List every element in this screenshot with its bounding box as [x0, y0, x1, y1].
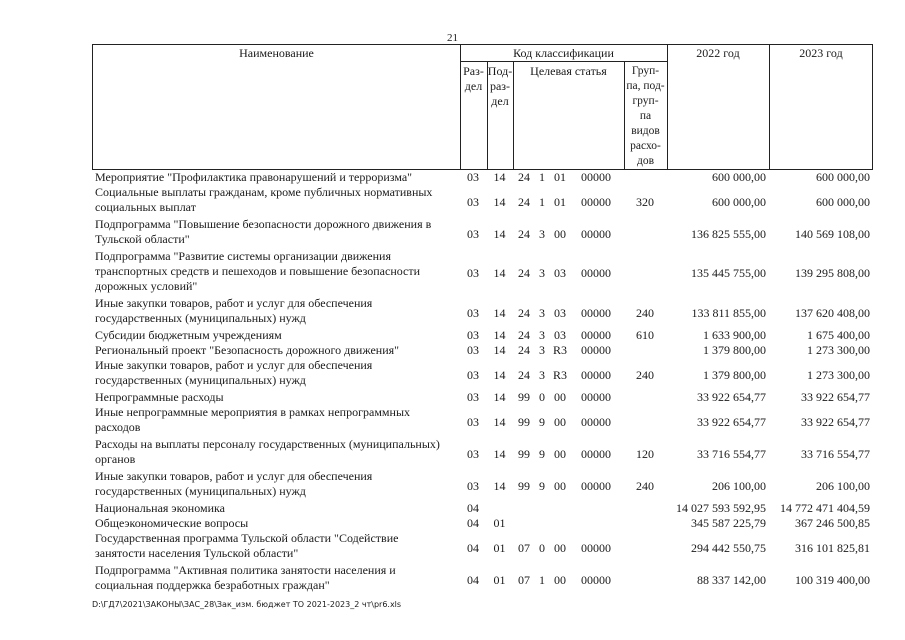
razdel-cell: 03: [467, 390, 479, 404]
table-row: [92, 469, 873, 501]
name-cell: Подпрограмма "Развитие системы организации движения транспортных средств и пешеходов и повышение безопасности дорожных условий": [95, 249, 421, 293]
header-name: Наименование: [239, 46, 314, 60]
name-cell: Подпрограмма "Активная политика занятости населения и социальная поддержка безработных граждан": [95, 563, 396, 592]
podrazdel-cell: 14: [493, 368, 506, 382]
table-row: [92, 563, 873, 595]
target-direction-cell: 00000: [581, 390, 611, 404]
table-row: [92, 217, 873, 249]
value-2023-cell: 137 620 408,00: [795, 306, 870, 320]
target-direction-cell: 00000: [581, 328, 611, 342]
name-cell: Непрограммные расходы: [95, 390, 224, 404]
value-2022-cell: 600 000,00: [712, 170, 766, 184]
name-cell: Иные закупки товаров, работ и услуг для обеспечения государственных (муниципальных) нужд: [95, 296, 373, 325]
name-cell: Расходы на выплаты персоналу государственных (муниципальных) органов: [95, 437, 440, 466]
razdel-cell: 04: [467, 516, 479, 530]
target-program-cell: 99: [518, 415, 530, 429]
razdel-cell: 03: [467, 170, 479, 184]
group-cell: 610: [636, 328, 654, 342]
name-cell: Государственная программа Тульской области "Содействие занятости населения Тульской области": [95, 531, 399, 560]
podrazdel-cell: 14: [493, 170, 506, 184]
table-row: [92, 185, 873, 217]
target-program-cell: 24: [518, 306, 530, 320]
name-cell: Подпрограмма "Повышение безопасности дорожного движения в Тульской области": [95, 217, 432, 246]
value-2023-cell: 600 000,00: [816, 170, 870, 184]
target-event-cell: 00: [554, 573, 566, 587]
target-direction-cell: 00000: [581, 447, 611, 461]
razdel-cell: 03: [467, 343, 479, 357]
razdel-cell: 03: [467, 195, 479, 209]
target-subprogram-cell: 1: [539, 195, 545, 209]
name-cell: Иные закупки товаров, работ и услуг для обеспечения государственных (муниципальных) нужд: [95, 469, 373, 498]
razdel-cell: 03: [467, 415, 479, 429]
target-program-cell: 24: [518, 343, 530, 357]
value-2023-cell: 316 101 825,81: [795, 541, 870, 555]
value-2022-cell: 1 633 900,00: [703, 328, 766, 342]
value-2023-cell: 14 772 471 404,59: [780, 501, 870, 515]
target-event-cell: 03: [554, 266, 566, 280]
target-event-cell: 01: [554, 170, 566, 184]
value-2023-cell: 33 716 554,77: [801, 447, 870, 461]
value-2023-cell: 33 922 654,77: [801, 390, 870, 404]
target-direction-cell: 00000: [581, 195, 611, 209]
divider: [769, 45, 770, 169]
podrazdel-cell: 14: [493, 328, 506, 342]
value-2022-cell: 1 379 800,00: [703, 343, 766, 357]
value-2022-cell: 294 442 550,75: [691, 541, 766, 555]
table-row: [92, 358, 873, 390]
name-cell: Социальные выплаты гражданам, кроме публичных нормативных социальных выплат: [95, 185, 433, 214]
razdel-cell: 03: [467, 227, 479, 241]
razdel-cell: 03: [467, 368, 479, 382]
header-podrazdel: Под- раз- дел: [487, 64, 513, 108]
value-2023-cell: 140 569 108,00: [795, 227, 870, 241]
razdel-cell: 03: [467, 479, 479, 493]
podrazdel-cell: 14: [493, 195, 506, 209]
target-subprogram-cell: 1: [539, 573, 545, 587]
value-2022-cell: 33 922 654,77: [697, 415, 766, 429]
target-event-cell: 01: [554, 195, 566, 209]
value-2023-cell: 600 000,00: [816, 195, 870, 209]
value-2023-cell: 139 295 808,00: [795, 266, 870, 280]
name-cell: Иные закупки товаров, работ и услуг для обеспечения государственных (муниципальных) нужд: [95, 358, 373, 387]
target-subprogram-cell: 3: [539, 266, 545, 280]
target-program-cell: 24: [518, 195, 530, 209]
table-row: [92, 405, 873, 437]
target-direction-cell: 00000: [581, 415, 611, 429]
group-cell: 120: [636, 447, 654, 461]
header-group: Груп- па, под- груп- па видов расхо- дов: [626, 65, 665, 167]
target-event-cell: 00: [554, 390, 566, 404]
target-program-cell: 24: [518, 328, 530, 342]
name-cell: Иные непрограммные мероприятия в рамках непрограммных расходов: [95, 405, 411, 434]
target-subprogram-cell: 1: [539, 170, 545, 184]
target-program-cell: 07: [518, 541, 530, 555]
table-row: [92, 170, 873, 185]
header-2023: 2023 год: [799, 46, 843, 60]
razdel-cell: 03: [467, 306, 479, 320]
table-row: [92, 390, 873, 405]
group-cell: 320: [636, 195, 654, 209]
value-2022-cell: 88 337 142,00: [697, 573, 766, 587]
podrazdel-cell: 14: [493, 306, 506, 320]
podrazdel-cell: 01: [493, 541, 506, 555]
table-row: [92, 328, 873, 343]
file-path: D:\ГД7\2021\ЗАКОНЫ\ЗАС_28\Зак_изм. бюджет ТО 2021-2023_2 чт\pr6.xls: [92, 600, 402, 609]
value-2023-cell: 1 273 300,00: [807, 343, 870, 357]
razdel-cell: 03: [467, 266, 479, 280]
header-razdel: Раз- дел: [463, 64, 484, 93]
target-direction-cell: 00000: [581, 266, 611, 280]
target-program-cell: 24: [518, 170, 530, 184]
target-event-cell: 03: [554, 306, 566, 320]
target-program-cell: 99: [518, 479, 530, 493]
target-subprogram-cell: 3: [539, 343, 545, 357]
razdel-cell: 03: [467, 328, 479, 342]
value-2022-cell: 600 000,00: [712, 195, 766, 209]
header-2022: 2022 год: [696, 46, 740, 60]
value-2023-cell: 206 100,00: [816, 479, 870, 493]
name-cell: Мероприятие "Профилактика правонарушений и терроризма": [95, 170, 413, 184]
group-cell: 240: [636, 306, 654, 320]
target-direction-cell: 00000: [581, 343, 611, 357]
razdel-cell: 04: [467, 573, 479, 587]
value-2022-cell: 345 587 225,79: [691, 516, 766, 530]
value-2022-cell: 136 825 555,00: [691, 227, 766, 241]
page-number: 21: [447, 32, 458, 44]
target-program-cell: 99: [518, 390, 530, 404]
razdel-cell: 04: [467, 541, 479, 555]
name-cell: Региональный проект "Безопасность дорожного движения": [95, 343, 400, 357]
razdel-cell: 04: [467, 501, 479, 515]
target-program-cell: 24: [518, 266, 530, 280]
podrazdel-cell: 14: [493, 447, 506, 461]
target-event-cell: 03: [554, 328, 566, 342]
target-event-cell: 00: [554, 227, 566, 241]
target-event-cell: 00: [554, 479, 566, 493]
target-direction-cell: 00000: [581, 170, 611, 184]
table-row: [92, 516, 873, 531]
table-row: [92, 296, 873, 328]
value-2022-cell: 135 445 755,00: [691, 266, 766, 280]
header-target: Целевая статья: [530, 64, 607, 78]
target-subprogram-cell: 0: [539, 390, 545, 404]
table-row: [92, 249, 873, 296]
podrazdel-cell: 14: [493, 343, 506, 357]
podrazdel-cell: 14: [493, 266, 506, 280]
target-subprogram-cell: 9: [539, 479, 545, 493]
podrazdel-cell: 14: [493, 415, 506, 429]
target-direction-cell: 00000: [581, 479, 611, 493]
table-body: [92, 170, 873, 595]
target-program-cell: 24: [518, 227, 530, 241]
header-classification: Код классификации: [513, 46, 614, 60]
target-event-cell: 00: [554, 415, 566, 429]
podrazdel-cell: 01: [493, 573, 506, 587]
target-event-cell: 00: [554, 541, 566, 555]
target-direction-cell: 00000: [581, 573, 611, 587]
value-2023-cell: 367 246 500,85: [795, 516, 870, 530]
table-row: [92, 501, 873, 516]
group-cell: 240: [636, 479, 654, 493]
target-subprogram-cell: 3: [539, 227, 545, 241]
name-cell: Субсидии бюджетным учреждениям: [95, 328, 282, 342]
value-2023-cell: 33 922 654,77: [801, 415, 870, 429]
value-2022-cell: 33 922 654,77: [697, 390, 766, 404]
name-cell: Национальная экономика: [95, 501, 225, 515]
value-2022-cell: 14 027 593 592,95: [676, 501, 766, 515]
razdel-cell: 03: [467, 447, 479, 461]
target-direction-cell: 00000: [581, 541, 611, 555]
target-subprogram-cell: 9: [539, 447, 545, 461]
divider: [667, 45, 668, 169]
divider: [460, 61, 667, 62]
value-2022-cell: 1 379 800,00: [703, 368, 766, 382]
value-2023-cell: 1 675 400,00: [807, 328, 870, 342]
value-2022-cell: 206 100,00: [712, 479, 766, 493]
target-subprogram-cell: 3: [539, 368, 545, 382]
target-event-cell: R3: [552, 343, 567, 357]
target-direction-cell: 00000: [581, 368, 611, 382]
table-row: [92, 437, 873, 469]
value-2023-cell: 100 319 400,00: [795, 573, 870, 587]
target-event-cell: R3: [552, 368, 567, 382]
target-program-cell: 99: [518, 447, 530, 461]
table-row: [92, 531, 873, 563]
target-subprogram-cell: 3: [539, 328, 545, 342]
value-2022-cell: 33 716 554,77: [697, 447, 766, 461]
table-row: [92, 343, 873, 358]
target-program-cell: 24: [518, 368, 530, 382]
target-subprogram-cell: 9: [539, 415, 545, 429]
group-cell: 240: [636, 368, 654, 382]
target-direction-cell: 00000: [581, 306, 611, 320]
target-subprogram-cell: 3: [539, 306, 545, 320]
name-cell: Общеэкономические вопросы: [95, 516, 249, 530]
target-program-cell: 07: [518, 573, 530, 587]
target-direction-cell: 00000: [581, 227, 611, 241]
podrazdel-cell: 14: [493, 479, 506, 493]
value-2022-cell: 133 811 855,00: [691, 306, 766, 320]
podrazdel-cell: 01: [493, 516, 506, 530]
table-header: [92, 44, 873, 170]
value-2023-cell: 1 273 300,00: [807, 368, 870, 382]
target-event-cell: 00: [554, 447, 566, 461]
podrazdel-cell: 14: [493, 390, 506, 404]
podrazdel-cell: 14: [493, 227, 506, 241]
target-subprogram-cell: 0: [539, 541, 545, 555]
